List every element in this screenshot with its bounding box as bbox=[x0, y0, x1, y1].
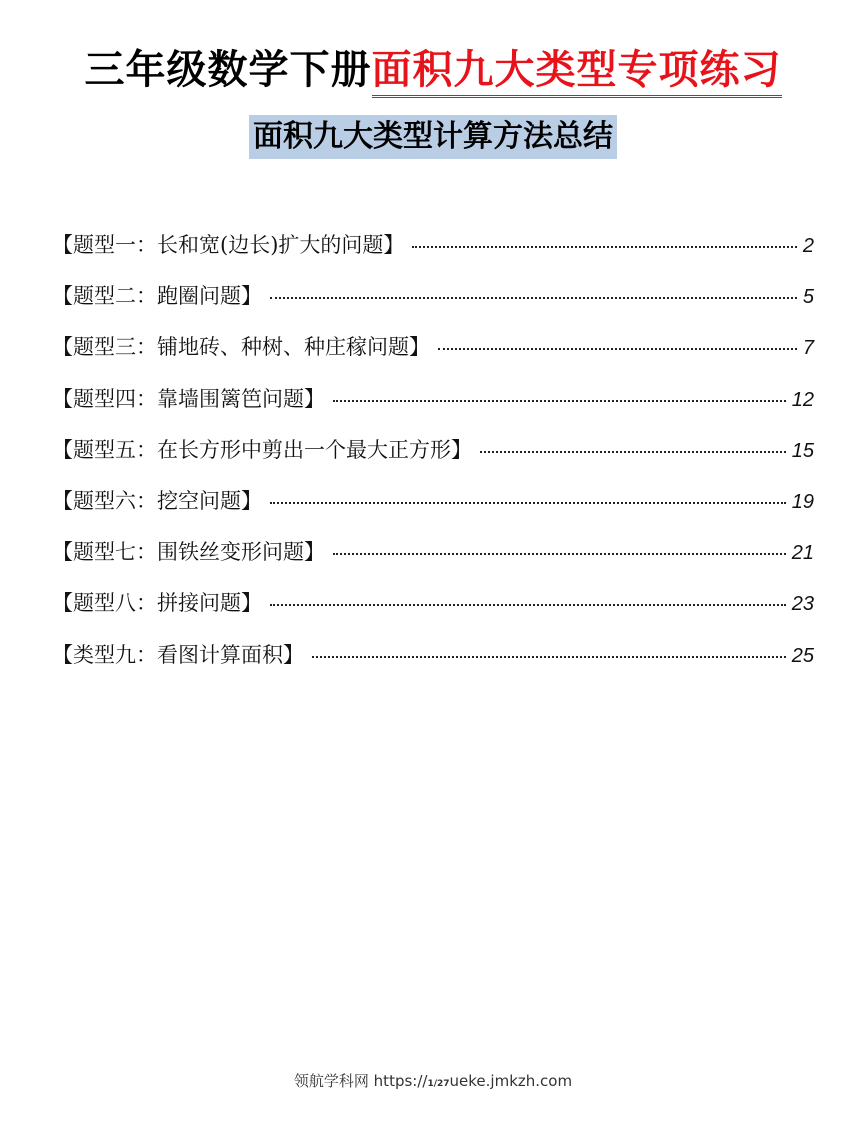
toc-entry-page: 15 bbox=[791, 439, 814, 462]
toc-leader-dots bbox=[333, 553, 786, 555]
toc-entry[interactable] bbox=[52, 374, 814, 425]
toc-entry[interactable] bbox=[52, 322, 814, 373]
toc-entry[interactable] bbox=[52, 425, 814, 476]
toc-entry[interactable] bbox=[52, 476, 814, 527]
footer-site-text: 领航学科网 https:// bbox=[293, 1072, 428, 1090]
subtitle-container bbox=[0, 115, 866, 159]
toc-leader-dots bbox=[412, 246, 796, 248]
toc-entry[interactable] bbox=[52, 578, 814, 629]
toc-entry-page: 25 bbox=[791, 644, 814, 667]
toc-leader-dots bbox=[333, 400, 786, 402]
toc-leader-dots bbox=[270, 502, 786, 504]
toc-entry-label: 【题型七：围铁丝变形问题】 bbox=[52, 540, 325, 565]
toc-entry-label: 【题型八：拼接问题】 bbox=[52, 591, 262, 616]
toc-entry-label: 【题型五：在长方形中剪出一个最大正方形】 bbox=[52, 437, 472, 462]
toc-entry-page: 19 bbox=[791, 490, 814, 513]
toc-entry-label: 【题型六：挖空问题】 bbox=[52, 488, 262, 513]
toc-entry-label: 【类型九：看图计算面积】 bbox=[52, 642, 304, 667]
page-footer bbox=[0, 1070, 866, 1091]
title-grade-text: 三年级数学下册 bbox=[84, 47, 372, 93]
toc-leader-dots bbox=[270, 297, 797, 299]
toc-entry[interactable] bbox=[52, 527, 814, 578]
toc-leader-dots bbox=[438, 348, 797, 350]
toc-entry-page: 12 bbox=[791, 388, 814, 411]
footer-page-number: 1/27 bbox=[427, 1079, 450, 1089]
toc-leader-dots bbox=[312, 656, 786, 658]
toc-entry[interactable] bbox=[52, 630, 814, 681]
toc-leader-dots bbox=[480, 451, 786, 453]
toc-entry-label: 【题型二：跑圈问题】 bbox=[52, 284, 262, 309]
toc-entry[interactable] bbox=[52, 271, 814, 322]
toc-entry-page: 23 bbox=[791, 593, 814, 616]
toc-entry-label: 【题型一：长和宽(边长)扩大的问题】 bbox=[52, 233, 405, 257]
toc-entry[interactable] bbox=[52, 220, 814, 271]
toc-entry-page: 7 bbox=[802, 337, 814, 360]
toc-entry-label: 【题型三：铺地砖、种树、种庄稼问题】 bbox=[52, 335, 430, 360]
page-subtitle: 面积九大类型计算方法总结 bbox=[249, 115, 617, 159]
toc-entry-page: 21 bbox=[791, 542, 814, 565]
page-title bbox=[0, 44, 866, 96]
title-topic-text: 面积九大类型专项练习 bbox=[372, 47, 782, 98]
toc-entry-label: 【题型四：靠墙围篱笆问题】 bbox=[52, 386, 325, 411]
toc-entry-page: 5 bbox=[802, 286, 814, 309]
table-of-contents bbox=[52, 220, 814, 681]
toc-leader-dots bbox=[270, 604, 786, 606]
footer-site-tail: ueke.jmkzh.com bbox=[449, 1072, 573, 1090]
toc-entry-page: 2 bbox=[802, 235, 814, 257]
